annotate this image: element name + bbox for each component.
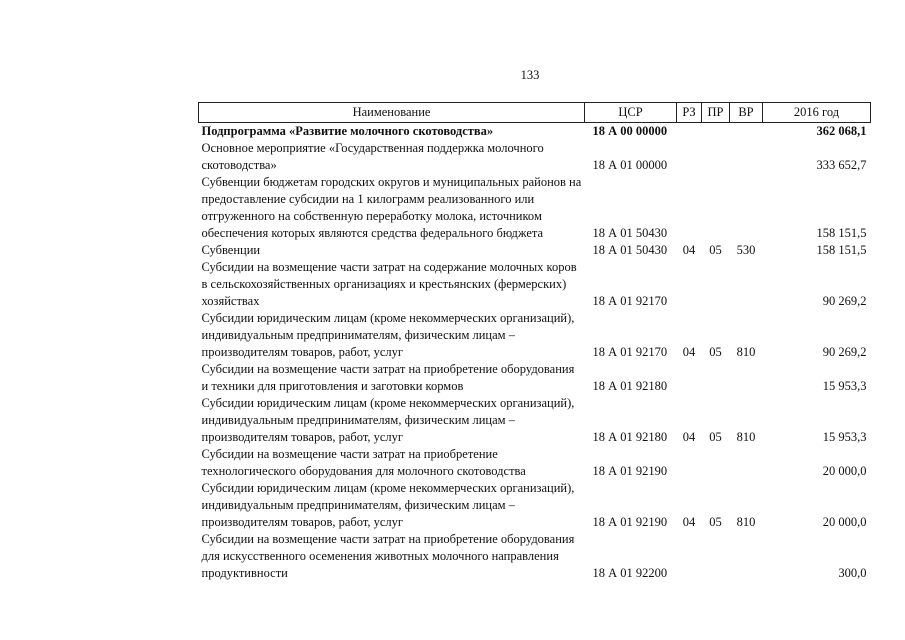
- header-pr: ПР: [702, 103, 730, 123]
- cell-vr: [730, 123, 763, 141]
- cell-amount: 15 953,3: [822, 430, 867, 444]
- cell-csr: 18 А 01 50430: [592, 243, 668, 257]
- table-row: [199, 140, 871, 174]
- cell-pr: [702, 259, 730, 310]
- cell-vr: [730, 174, 763, 242]
- cell-pr: [702, 446, 730, 480]
- cell-pr: [702, 531, 730, 582]
- cell-amount: 20 000,0: [822, 464, 867, 478]
- cell-name: Субсидии юридическим лицам (кроме некоммерческих организаций), индивидуальным предпринимателям, физическим лицам – производителям товаров, работ, услуг: [201, 481, 575, 529]
- cell-rz: [677, 446, 702, 480]
- cell-csr: 18 А 01 92170: [592, 345, 668, 359]
- cell-rz: [677, 123, 702, 141]
- header-vr: ВР: [730, 103, 763, 123]
- header-csr: ЦСР: [585, 103, 677, 123]
- cell-csr: 18 А 01 92180: [592, 379, 668, 393]
- cell-csr: 18 А 01 00000: [592, 158, 668, 172]
- table-row: [199, 480, 871, 531]
- header-row: [199, 103, 871, 123]
- cell-pr: [702, 174, 730, 242]
- header-name: Наименование: [199, 103, 585, 123]
- cell-rz: [677, 259, 702, 310]
- cell-rz: [677, 174, 702, 242]
- table-row: [199, 174, 871, 242]
- cell-vr: [730, 361, 763, 395]
- cell-vr: 810: [736, 345, 756, 359]
- cell-amount: 158 151,5: [816, 226, 867, 240]
- cell-pr: 05: [709, 430, 722, 444]
- cell-name: Субсидии юридическим лицам (кроме некоммерческих организаций), индивидуальным предпринимателям, физическим лицам – производителям товаров, работ, услуг: [201, 311, 575, 359]
- cell-amount: 333 652,7: [816, 158, 867, 172]
- table-row: [199, 123, 871, 141]
- table-row: [199, 361, 871, 395]
- cell-amount: 300,0: [838, 566, 867, 580]
- cell-csr: 18 А 00 00000: [592, 124, 668, 138]
- cell-rz: 04: [682, 515, 696, 529]
- cell-name: Основное мероприятие «Государственная поддержка молочного скотоводства»: [201, 141, 544, 172]
- cell-amount: 90 269,2: [822, 294, 867, 308]
- table-row: [199, 531, 871, 582]
- cell-rz: 04: [682, 345, 696, 359]
- cell-amount: 362 068,1: [816, 124, 867, 138]
- cell-name: Субсидии на возмещение части затрат на приобретение оборудования и техники для приготовления и заготовки кормов: [201, 362, 575, 393]
- cell-name: Субсидии на возмещение части затрат на приобретение технологического оборудования для молочного скотоводства: [201, 447, 526, 478]
- table-row: [199, 446, 871, 480]
- cell-vr: 530: [736, 243, 756, 257]
- cell-amount: 90 269,2: [822, 345, 867, 359]
- cell-pr: 05: [709, 345, 722, 359]
- table-row: [199, 259, 871, 310]
- header-rz: РЗ: [677, 103, 702, 123]
- cell-amount: 158 151,5: [816, 243, 867, 257]
- header-year: 2016 год: [763, 103, 871, 123]
- cell-vr: [730, 446, 763, 480]
- cell-rz: 04: [682, 243, 696, 257]
- cell-csr: 18 А 01 92200: [592, 566, 668, 580]
- page-number: 133: [520, 68, 540, 82]
- cell-pr: 05: [709, 243, 722, 257]
- cell-pr: [702, 123, 730, 141]
- table-row: [199, 395, 871, 446]
- cell-csr: 18 А 01 92170: [592, 294, 668, 308]
- cell-name: Субсидии на возмещение части затрат на приобретение оборудования для искусственного осеменения животных молочного направления продуктивности: [201, 532, 575, 580]
- cell-name: Субсидии на возмещение части затрат на содержание молочных коров в сельскохозяйственных организациях и крестьянских (фермерских) хозяйствах: [201, 260, 577, 308]
- cell-pr: [702, 361, 730, 395]
- cell-pr: 05: [709, 515, 722, 529]
- cell-csr: 18 А 01 92190: [592, 515, 668, 529]
- cell-rz: [677, 140, 702, 174]
- cell-rz: 04: [682, 430, 696, 444]
- cell-vr: [730, 259, 763, 310]
- cell-amount: 20 000,0: [822, 515, 867, 529]
- table-header: [199, 103, 871, 123]
- cell-pr: [702, 140, 730, 174]
- cell-name: Подпрограмма «Развитие молочного скотоводства»: [201, 124, 494, 138]
- cell-amount: 15 953,3: [822, 379, 867, 393]
- table-body: [199, 123, 871, 583]
- cell-vr: 810: [736, 430, 756, 444]
- cell-name: Субсидии юридическим лицам (кроме некоммерческих организаций), индивидуальным предпринимателям, физическим лицам – производителям товаров, работ, услуг: [201, 396, 575, 444]
- cell-name: Субвенции: [201, 243, 261, 257]
- cell-csr: 18 А 01 92190: [592, 464, 668, 478]
- budget-table: [198, 102, 871, 582]
- cell-csr: 18 А 01 50430: [592, 226, 668, 240]
- cell-vr: 810: [736, 515, 756, 529]
- cell-vr: [730, 531, 763, 582]
- cell-vr: [730, 140, 763, 174]
- table-row: [199, 242, 871, 259]
- cell-rz: [677, 531, 702, 582]
- cell-name: Субвенции бюджетам городских округов и муниципальных районов на предоставление субсидии на 1 килограмм реализованного или отгруженного на собственную переработку молока, источником обеспечения которых являются средства федерального бюджета: [201, 175, 582, 240]
- cell-csr: 18 А 01 92180: [592, 430, 668, 444]
- cell-rz: [677, 361, 702, 395]
- table-row: [199, 310, 871, 361]
